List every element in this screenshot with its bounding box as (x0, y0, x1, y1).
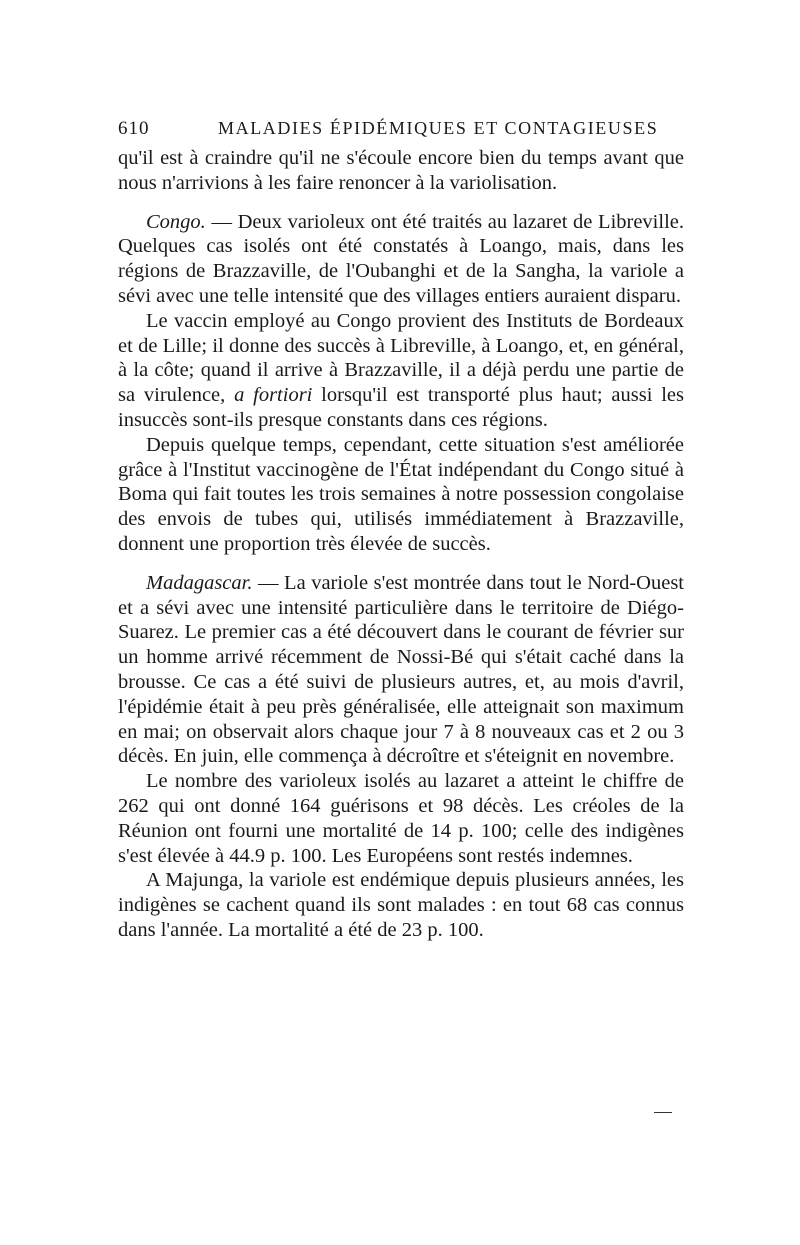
paragraph-text-after: lorsqu'il est transporté plus haut; aussi les insuccès sont-ils presque constants dans ces régions. (118, 384, 684, 431)
paragraph-text: Le vaccin employé au Congo provient des Instituts de Bordeaux et de Lille; il donne des succès à Libreville, à Loango, et, en général, à la côte; quand il arrive à Brazzaville, il a déjà perdu une partie de sa virulence, (118, 309, 684, 407)
running-title: MALADIES ÉPIDÉMIQUES ET CONTAGIEUSES (218, 118, 659, 138)
paragraph-text: — La variole s'est montrée dans tout le Nord-Ouest et a sévi avec une intensité particulière dans le territoire de Diégo-Suarez. Le premier cas a été découvert dans le courant de février sur un homme arrivé récemment de Nossi-Bé qui s'était caché dans la brousse. Ce cas a été suivi de plusieurs autres, et, au mois d'avril, l'épidémie était à peu près généralisée, elle atteignait son maximum en mai; on observait alors chaque jour 7 à 8 nouveaux cas et 2 ou 3 décès. En juin, elle commença à décroître et s'éteignit en novembre. (118, 571, 684, 768)
paragraph-vaccine (118, 309, 684, 433)
continuation-dash (654, 1112, 672, 1113)
body-text (118, 146, 684, 943)
section-title-congo: Congo. (146, 210, 206, 233)
section-title-madagascar: Madagascar. (146, 571, 253, 594)
paragraph-boma (118, 433, 684, 557)
paragraph-text: — Deux varioleux ont été traités au lazaret de Libreville. Quelques cas isolés ont été constatés à Loango, mais, dans les régions de Brazzaville, de l'Oubanghi et de la Sangha, la variole a sévi avec une telle intensité que des villages entiers auraient disparu. (118, 210, 684, 307)
paragraph-congo (118, 210, 684, 309)
paragraph-lazaret-statistics (118, 769, 684, 868)
paragraph-text: Depuis quelque temps, cependant, cette situation s'est améliorée grâce à l'Institut vaccinogène de l'État indépendant du Congo situé à Boma qui fait toutes les trois semaines à notre possession congolaise des envois de tubes qui, utilisés immédiatement à Brazzaville, donnent une proportion très élevée de succès. (118, 433, 684, 555)
paragraph-text: Le nombre des varioleux isolés au lazaret a atteint le chiffre de 262 qui ont donné 164 guérisons et 98 décès. Les créoles de la Réunion ont fourni une mortalité de 14 p. 100; celle des indigènes s'est élevée à 44.9 p. 100. Les Européens sont restés indemnes. (118, 770, 684, 867)
paragraph-continuation (118, 146, 684, 196)
page-number: 610 (118, 118, 150, 139)
paragraph-text: qu'il est à craindre qu'il ne s'écoule encore bien du temps avant que nous n'arrivions à les faire renoncer à la variolisation. (118, 147, 684, 194)
paragraph-madagascar (118, 571, 684, 769)
running-head (118, 118, 678, 142)
paragraph-majunga (118, 868, 684, 942)
italic-phrase: a fortiori (234, 384, 313, 407)
paragraph-text: A Majunga, la variole est endémique depuis plusieurs années, les indigènes se cachent quand ils sont malades : en tout 68 cas connus dans l'année. La mortalité a été de 23 p. 100. (118, 869, 684, 941)
